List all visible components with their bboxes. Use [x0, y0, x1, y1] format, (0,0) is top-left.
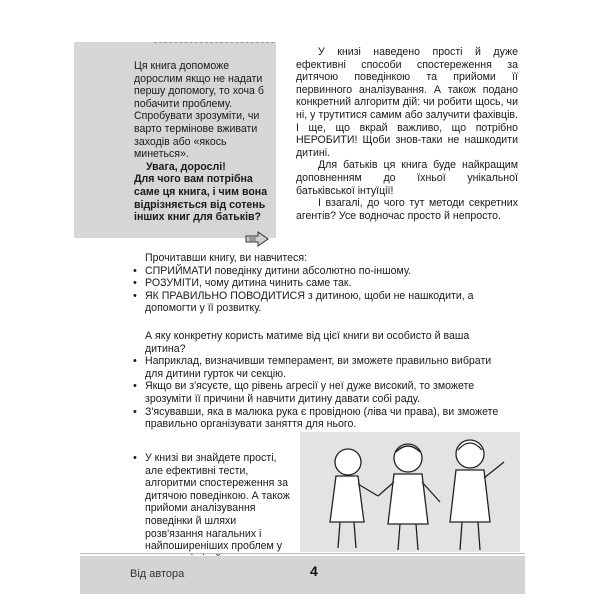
- page-number: 4: [310, 563, 318, 579]
- intro-box-text: [134, 60, 274, 224]
- dashed-divider: [154, 42, 274, 43]
- learn-item: • СПРИЙМАТИ поведінку дитини абсолютно по-іншому.: [145, 265, 505, 278]
- right-column: [296, 46, 518, 222]
- intro-paragraph: Ця книга допоможе дорослим якщо не надати першу допомогу, то хоча б побачити проблему. Спробувати зрозуміти, чи варто термінове вживати заходів або «якось минеться».: [134, 60, 264, 161]
- footer-divider: [80, 553, 525, 554]
- benefit-section: [145, 330, 505, 431]
- right-paragraph-2: Для батьків ця книга буде найкращим доповненням до їхньої унікальної батьківської інтуїції!: [296, 159, 518, 197]
- learn-item: • РОЗУМІТИ, чому дитина чинить саме так.: [145, 277, 505, 290]
- intro-question: Для чого вам потрібна саме ця книга, і чим вона відрізняється від сотень інших книг для батьків?: [134, 173, 268, 224]
- benefit-item: • З'ясувавши, яка в малюка рука є провідною (ліва чи права), ви зможете правильно організувати заняття для нього.: [145, 406, 505, 431]
- benefit-item: • У книзі ви знайдете прості, але ефективні тести, алгоритми спостереження за дитячою поведінкою. А також прийоми аналізування поведінки й шляхи розв'язання нагальних і найпоширеніших проблем у: [145, 452, 295, 565]
- attention-heading: Увага, дорослі!: [146, 160, 226, 173]
- pointing-hand-icon: [244, 222, 270, 248]
- benefit-item: • Якщо ви з'ясуєте, що рівень агресії у неї дуже високий, то зможете зрозуміти її причини й навчити дитину давати собі раду.: [145, 380, 505, 405]
- tests-paragraph-wrap: [145, 452, 295, 565]
- benefit-item: • Наприклад, визначивши темперамент, ви зможете правильно вибрати для дитини гурток чи секцію.: [145, 355, 505, 380]
- children-drawing: [300, 432, 520, 552]
- learn-section: [145, 252, 505, 315]
- children-illustration: [300, 432, 520, 552]
- learn-intro: Прочитавши книгу, ви навчитеся:: [145, 252, 308, 264]
- right-paragraph-1: У книзі наведено прості й дуже ефективні способи спостереження за дитячою поведінкою та прийоми її первинного аналізування. А також подано конкретний алгоритм дій: чи робити щось, чи ні, у трутитися самим або залучити фахівців. І ще, що вкрай важливо, що потрібно НЕРОБИТИ! Щоби знов-таки не нашкодити дитині.: [296, 46, 518, 159]
- learn-item: • ЯК ПРАВИЛЬНО ПОВОДИТИСЯ з дитиною, щоби не нашкодити, а допомогти у її розвитку.: [145, 290, 505, 315]
- footer-section-label: Від автора: [130, 568, 185, 580]
- right-paragraph-3: І взагалі, до чого тут методи секретних агентів? Усе водночас просто й непросто.: [296, 197, 518, 222]
- benefit-intro: А яку конкретну користь матиме від цієї книги ви особисто й ваша дитина?: [145, 330, 470, 355]
